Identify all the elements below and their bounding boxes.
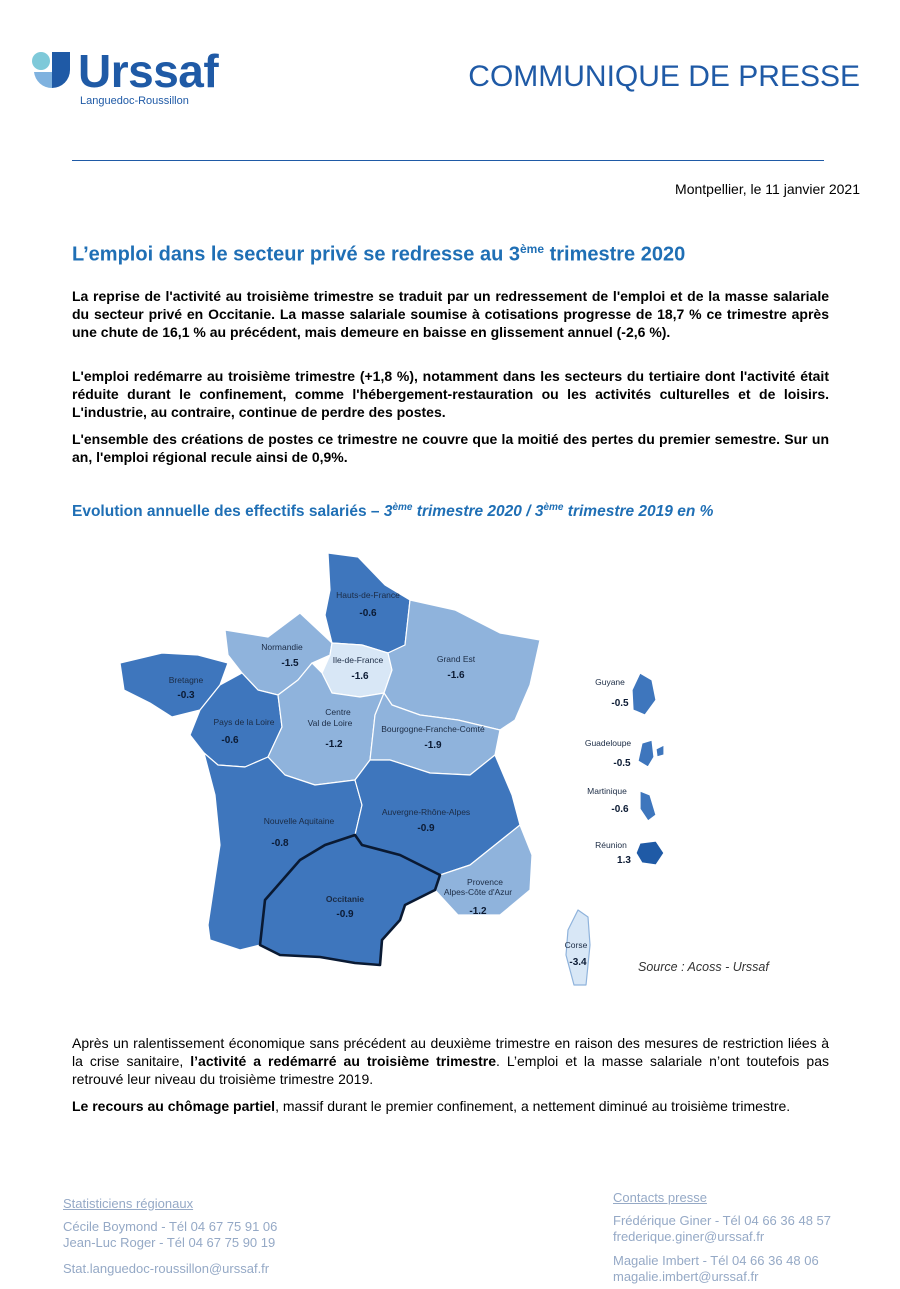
label-bretagne: Bretagne xyxy=(168,675,204,685)
map-heading: Evolution annuelle des effectifs salariés – 3ème trimestre 2020 / 3ème trimestre 2019 en % xyxy=(72,502,714,521)
label-hauts-de-france: Hauts-de-France xyxy=(336,590,400,600)
region-guyane xyxy=(632,673,656,715)
label-reunion: Réunion xyxy=(595,840,627,850)
label-martinique: Martinique xyxy=(587,786,627,796)
value-occitanie: -0.9 xyxy=(336,909,354,920)
value-grand-est: -1.6 xyxy=(447,670,465,681)
document-type: COMMUNIQUE DE PRESSE xyxy=(468,60,860,93)
region-martinique xyxy=(640,791,656,821)
body-paragraph-1: Après un ralentissement économique sans précédent au deuxième trimestre en raison des mesures de restriction liées à la crise sanitaire, l’activité a redémarré au troisième trimestre. L’emploi et la masse salariale n’ont toutefois pas retrouvé leur niveau du troisième trimestre 2019. xyxy=(72,1035,829,1087)
label-centre-1: Centre xyxy=(325,707,351,717)
label-centre-2: Val de Loire xyxy=(307,718,353,728)
label-nouvelle-aquitaine: Nouvelle Aquitaine xyxy=(263,816,335,826)
label-paca-1: Provence xyxy=(467,877,503,887)
press-contacts-title: Contacts presse xyxy=(613,1190,707,1205)
page-title: L’emploi dans le secteur privé se redresse au 3ème trimestre 2020 xyxy=(72,242,686,266)
press-contact-2-email[interactable]: magalie.imbert@urssaf.fr xyxy=(613,1269,759,1284)
value-guadeloupe: -0.5 xyxy=(613,758,631,769)
urssaf-logo-icon xyxy=(30,48,74,90)
value-pays-de-la-loire: -0.6 xyxy=(221,735,239,746)
value-hauts-de-france: -0.6 xyxy=(359,608,377,619)
value-bourgogne: -1.9 xyxy=(424,740,442,751)
label-occitanie: Occitanie xyxy=(325,894,365,904)
label-normandie: Normandie xyxy=(261,642,303,652)
value-corse: -3.4 xyxy=(569,957,587,968)
stats-contact-2: Jean-Luc Roger - Tél 04 67 75 90 19 xyxy=(63,1235,276,1250)
press-contact-1-email[interactable]: frederique.giner@urssaf.fr xyxy=(613,1229,765,1244)
intro-paragraph-2: L'emploi redémarre au troisième trimestre (+1,8 %), notamment dans les secteurs du tertiaire dont l'activité était réduite durant le confinement, comme l'hébergement-restauration ou les activités culturelles et de loisirs. L'industrie, au contraire, continue de perdre des postes. xyxy=(72,368,829,420)
label-auvergne: Auvergne-Rhône-Alpes xyxy=(381,807,471,817)
press-contact-2: Magalie Imbert - Tél 04 66 36 48 06 xyxy=(613,1253,819,1268)
value-centre: -1.2 xyxy=(325,739,343,750)
region-hauts-de-france xyxy=(325,553,410,653)
header-divider xyxy=(72,160,824,161)
regional-employment-map xyxy=(100,545,700,995)
logo-name: Urssaf xyxy=(78,45,219,97)
value-paca: -1.2 xyxy=(469,906,487,917)
region-guadeloupe xyxy=(638,740,664,767)
value-ile-de-france: -1.6 xyxy=(351,671,369,682)
stats-contact-1: Cécile Boymond - Tél 04 67 75 91 06 xyxy=(63,1219,278,1234)
region-ile-de-france xyxy=(322,643,392,697)
body-paragraph-2: Le recours au chômage partiel, massif durant le premier confinement, a nettement diminué au troisième trimestre. xyxy=(72,1098,791,1114)
stats-contacts-title: Statisticiens régionaux xyxy=(63,1196,194,1211)
label-bourgogne: Bourgogne-Franche-Comté xyxy=(381,724,485,734)
logo-region: Languedoc-Roussillon xyxy=(80,95,189,107)
press-contact-1: Frédérique Giner - Tél 04 66 36 48 57 xyxy=(613,1213,832,1228)
region-reunion xyxy=(636,841,664,865)
value-reunion: 1.3 xyxy=(617,855,631,866)
value-bretagne: -0.3 xyxy=(177,690,195,701)
label-grand-est: Grand Est xyxy=(436,654,476,664)
value-martinique: -0.6 xyxy=(611,804,629,815)
dateline: Montpellier, le 11 janvier 2021 xyxy=(675,181,860,197)
label-pays-de-la-loire: Pays de la Loire xyxy=(213,717,275,727)
label-ile-de-france: Ile-de-France xyxy=(332,655,384,665)
value-normandie: -1.5 xyxy=(281,658,299,669)
label-guadeloupe: Guadeloupe xyxy=(584,738,632,748)
stats-email-link[interactable]: Stat.languedoc-roussillon@urssaf.fr xyxy=(63,1261,270,1276)
label-guyane: Guyane xyxy=(595,677,625,687)
intro-paragraph-1: La reprise de l'activité au troisième trimestre se traduit par un redressement de l'emploi et de la masse salariale du secteur privé en Occitanie. La masse salariale soumise à cotisations progresse de 18,7 % ce trimestre après une chute de 16,1 % au précédent, mais demeure en baisse en glissement annuel (-2,6 %). xyxy=(72,288,829,340)
map-source: Source : Acoss - Urssaf xyxy=(638,960,769,974)
label-paca-2: Alpes-Côte d'Azur xyxy=(443,887,513,897)
value-nouvelle-aquitaine: -0.8 xyxy=(271,838,289,849)
intro-paragraph-3: L'ensemble des créations de postes ce trimestre ne couvre que la moitié des pertes du premier semestre. Sur un an, l'emploi régional recule ainsi de 0,9%. xyxy=(72,431,829,465)
value-guyane: -0.5 xyxy=(611,698,629,709)
value-auvergne: -0.9 xyxy=(417,823,435,834)
label-corse: Corse xyxy=(564,940,588,950)
